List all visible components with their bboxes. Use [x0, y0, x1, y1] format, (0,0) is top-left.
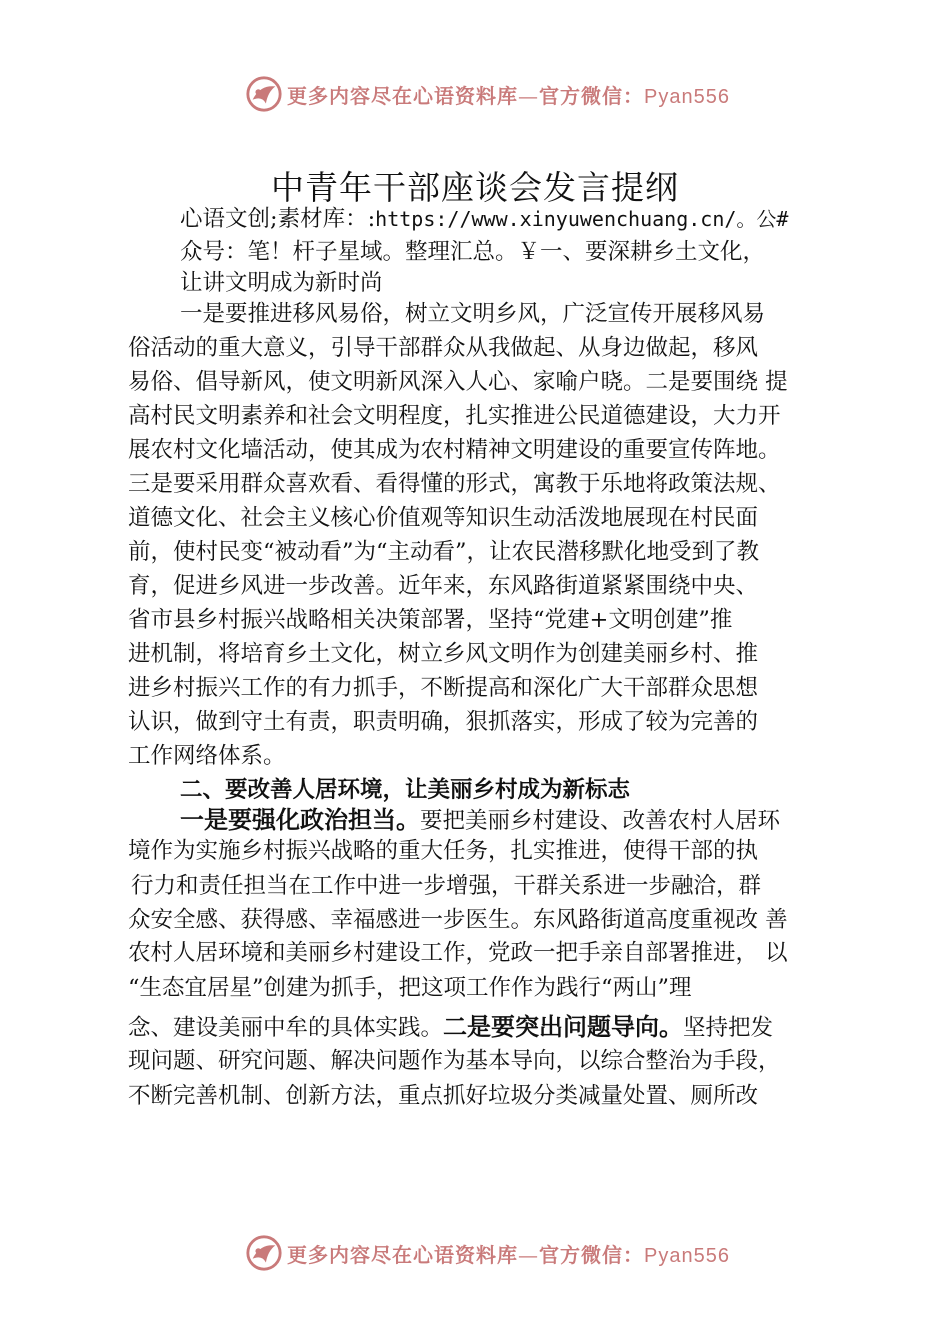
section2-lead-2: 二是要突出问题导向。	[443, 1013, 684, 1041]
section1-line: 展农村文化墙活动，使其成为农村精神文明建设的重要宣传阵地。	[128, 437, 781, 463]
section1-line: 俗活动的重大意义，引导干部群众从我做起、从身边做起，移风	[128, 335, 759, 361]
intro-line-2: 众号：笔！杆子星域。整理汇总。￥一、要深耕乡土文化，	[180, 239, 766, 265]
watermark-banner-bottom	[245, 1233, 730, 1273]
section1-line: 认识，做到守土有责，职责明确，狠抓落实，形成了较为完善的	[128, 709, 759, 735]
banner-separator: —	[518, 1242, 539, 1267]
section2-line: “生态宜居星”创建为抓手，把这项工作作为践行“两山”理	[128, 975, 692, 1001]
page-title: 中青年干部座谈会发言提纲	[271, 168, 679, 207]
section2-line: 众安全感、获得感、幸福感进一步医生。东风路街道高度重视改 善	[128, 907, 788, 933]
section1-line: 一是要推进移风易俗，树立文明乡风，广泛宣传开展移风易	[180, 301, 766, 327]
section2-line-7	[128, 1010, 773, 1044]
banner-wechat-label: 官方微信：	[539, 1242, 644, 1267]
section1-line: 三是要采用群众喜欢看、看得懂的形式，寓教于乐地将政策法规、	[128, 471, 781, 497]
section2-line: 现问题、研究问题、解决问题作为基本导向，以综合整治为手段，	[128, 1048, 781, 1074]
intro-url: https://www.xinyuwenchuang.cn/。公#	[375, 207, 789, 231]
section1-line: 进机制，将培育乡土文化，树立乡风文明作为创建美丽乡村、推	[128, 641, 759, 667]
section1-line: 省市县乡村振兴战略相关决策部署，坚持“党建+文明创建”推	[128, 607, 733, 633]
section2-line-1-rest: 要把美丽乡村建设、改善农村人居环	[420, 808, 781, 834]
section1-line: 育，促进乡风进一步改善。近年来，东风路街道紧紧围绕中央、	[128, 573, 759, 599]
brand-logo-icon	[245, 1234, 283, 1272]
banner-text	[287, 80, 730, 109]
intro-source: 心语文创;素材库：:	[180, 206, 376, 232]
banner-wechat-id: Pyan556	[644, 1244, 730, 1267]
brand-logo-icon	[245, 75, 283, 113]
section2-line-1	[180, 803, 780, 837]
banner-text	[287, 1239, 730, 1268]
section2-line: 不断完善机制、创新方法，重点抓好垃圾分类减量处置、厕所改	[128, 1083, 759, 1109]
intro-line-1	[180, 202, 788, 236]
banner-main: 更多内容尽在心语资料库	[287, 1242, 518, 1267]
section2-line: 境作为实施乡村振兴战略的重大任务，扎实推进，使得干部的执	[128, 838, 759, 864]
banner-wechat-label: 官方微信：	[539, 83, 644, 108]
section1-line: 高村民文明素养和社会文明程度，扎实推进公民道德建设，大力开	[128, 403, 781, 429]
banner-wechat-id: Pyan556	[644, 85, 730, 108]
section1-line: 进乡村振兴工作的有力抓手，不断提高和深化广大干部群众思想	[128, 675, 759, 701]
section1-line: 道德文化、社会主义核心价值观等知识生动活泼地展现在村民面	[128, 505, 759, 531]
watermark-banner-top	[245, 74, 730, 114]
section2-line-7-b: 坚持把发	[683, 1015, 774, 1041]
section1-line: 工作网络体系。	[128, 743, 286, 769]
banner-main: 更多内容尽在心语资料库	[287, 83, 518, 108]
intro-line-3: 让讲文明成为新时尚	[180, 270, 383, 296]
section2-line: 农村人居环境和美丽乡村建设工作，党政一把手亲自部署推进， 以	[128, 940, 788, 966]
section1-line: 前，使村民变“被动看”为“主动看”，让农民潜移默化地受到了教	[128, 539, 760, 565]
section2-line-7-a: 念、建设美丽中牟的具体实践。	[128, 1015, 444, 1041]
section2-line: 行力和责任担当在工作中进一步增强，干群关系进一步融洽，群	[131, 873, 762, 899]
banner-separator: —	[518, 83, 539, 108]
section2-heading: 二、要改善人居环境，让美丽乡村成为新标志	[180, 777, 631, 803]
section2-lead-1: 一是要强化政治担当。	[180, 806, 420, 834]
section1-line: 易俗、倡导新风，使文明新风深入人心、家喻户晓。二是要围绕 提	[128, 369, 788, 395]
